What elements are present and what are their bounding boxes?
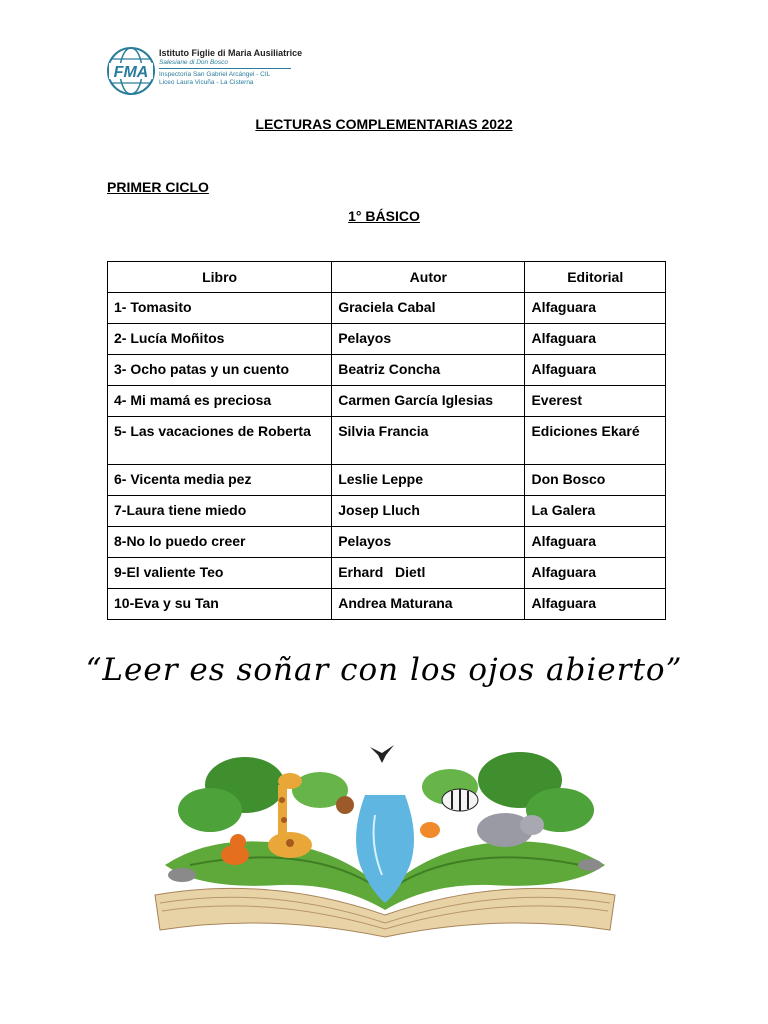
table-row [108,293,666,324]
grade-heading: 1° BÁSICO [348,208,420,224]
logo-divider [159,68,291,69]
table-row [108,386,666,417]
book-title: 3- Ocho patas y un cuento [108,355,332,386]
book-title: 2- Lucía Moñitos [108,324,332,355]
book-author: Josep Lluch [332,496,525,527]
reading-quote: “Leer es soñar con los ojos abierto” [85,652,683,688]
book-publisher: Alfaguara [525,324,666,355]
book-author: Pelayos [332,527,525,558]
logo-subtitle: Salesiane di Don Bosco [159,59,229,66]
table-row [108,324,666,355]
table-header-row [108,262,666,293]
book-publisher: Alfaguara [525,558,666,589]
book-title: 9-El valiente Teo [108,558,332,589]
book-title: 10-Eva y su Tan [108,589,332,620]
logo-name: Istituto Figlie di Maria Ausiliatrice [159,48,303,58]
book-publisher: La Galera [525,496,666,527]
reading-list-table [107,261,666,620]
book-author: Carmen García Iglesias [332,386,525,417]
header-editorial: Editorial [525,262,666,293]
book-title: 5- Las vacaciones de Roberta [108,417,332,465]
logo-mark: FMA [113,64,149,81]
book-author: Pelayos [332,324,525,355]
table-row [108,496,666,527]
book-publisher: Alfaguara [525,527,666,558]
book-title: 7-Laura tiene miedo [108,496,332,527]
book-publisher: Alfaguara [525,293,666,324]
page-title: LECTURAS COMPLEMENTARIAS 2022 [255,116,513,132]
table-row [108,465,666,496]
book-publisher: Alfaguara [525,589,666,620]
book-title: 8-No lo puedo creer [108,527,332,558]
logo-line-1: Inspectoría San Gabriel Arcángel - CIL [159,71,271,78]
globe-icon [106,44,156,98]
book-publisher: Alfaguara [525,355,666,386]
book-title: 6- Vicenta media pez [108,465,332,496]
cycle-heading: PRIMER CICLO [107,179,209,195]
table-row [108,527,666,558]
book-author: Erhard Dietl [332,558,525,589]
book-author: Leslie Leppe [332,465,525,496]
table-row [108,558,666,589]
book-author: Graciela Cabal [332,293,525,324]
open-book-jungle-illustration [150,725,620,940]
table-row [108,589,666,620]
book-publisher: Everest [525,386,666,417]
book-publisher: Ediciones Ekaré [525,417,666,465]
book-author: Andrea Maturana [332,589,525,620]
institution-logo [106,44,306,102]
header-libro: Libro [108,262,332,293]
book-publisher: Don Bosco [525,465,666,496]
table-row [108,355,666,386]
book-author: Beatriz Concha [332,355,525,386]
header-autor: Autor [332,262,525,293]
book-author: Silvia Francia [332,417,525,465]
book-title: 4- Mi mamá es preciosa [108,386,332,417]
book-title: 1- Tomasito [108,293,332,324]
table-row [108,417,666,465]
logo-line-2: Liceo Laura Vicuña - La Cisterna [159,79,254,86]
